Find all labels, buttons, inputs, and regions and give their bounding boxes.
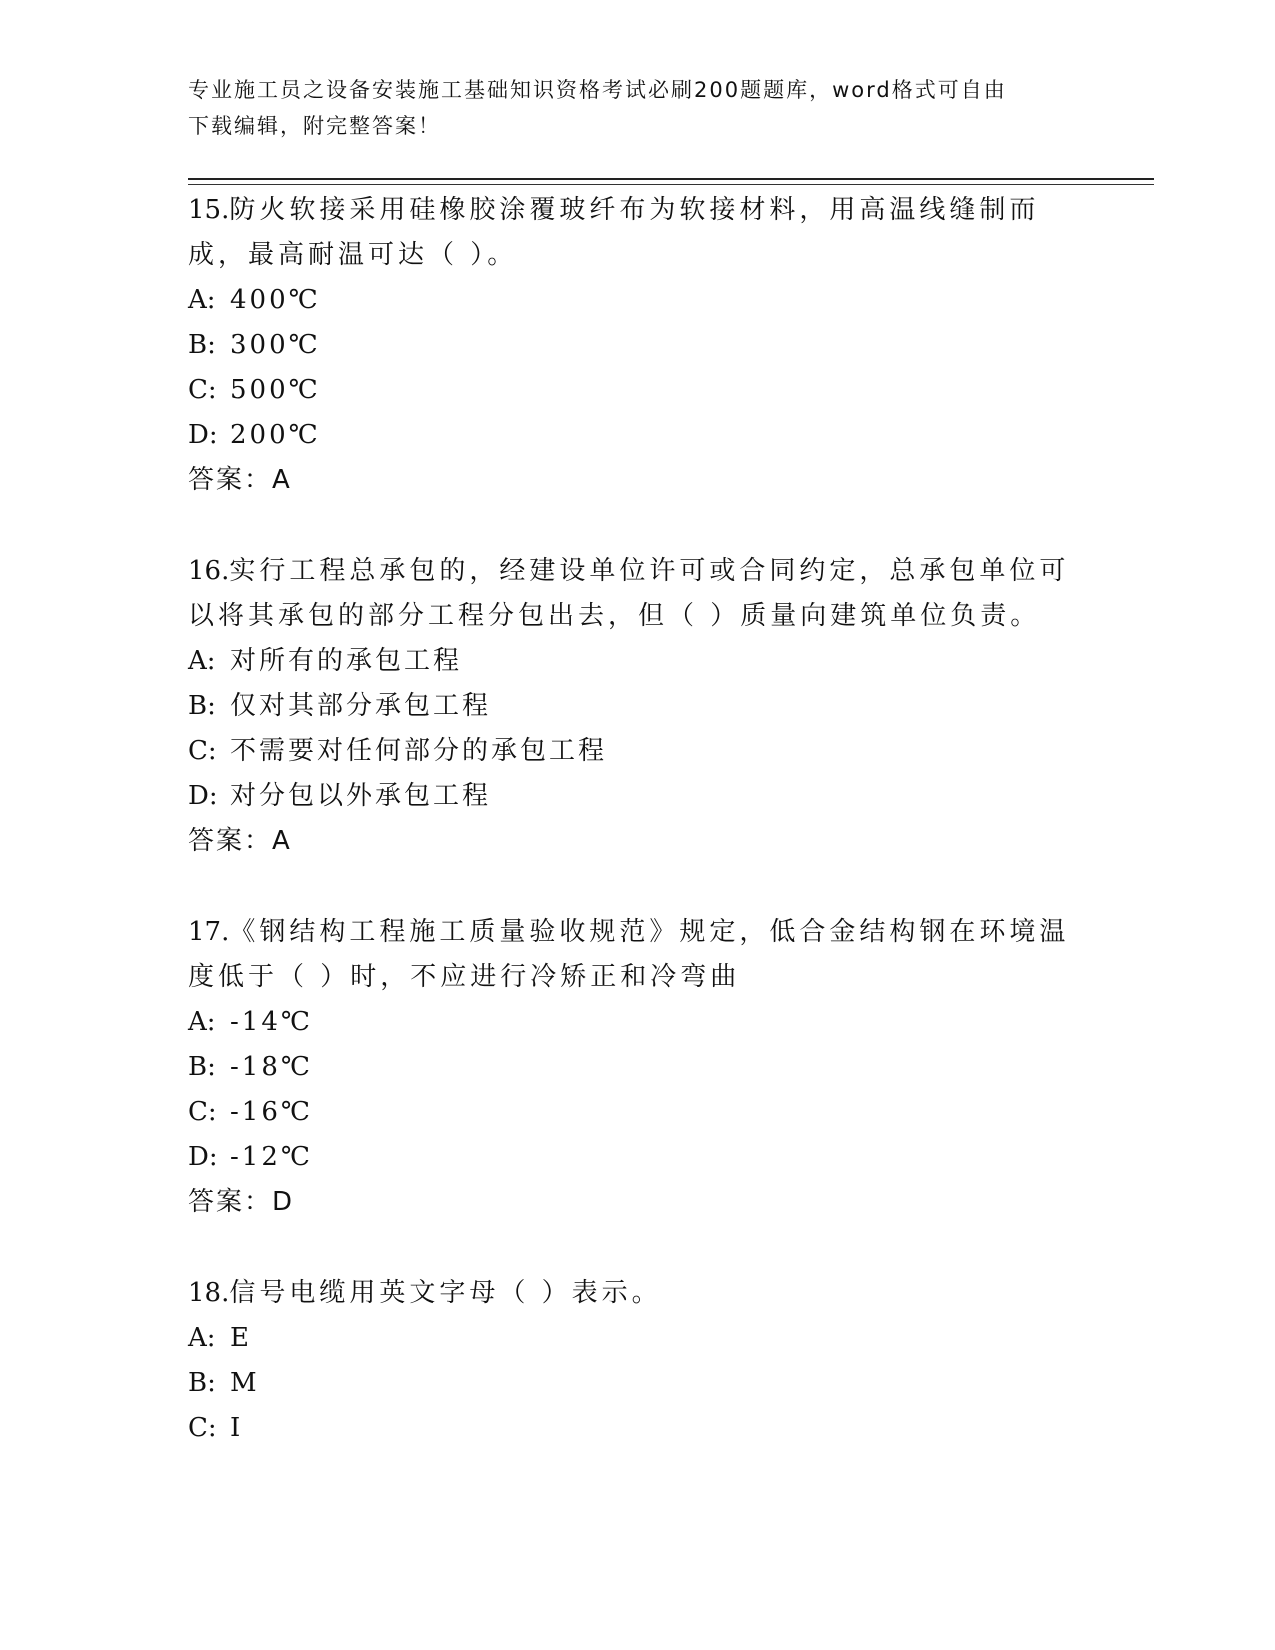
option-b <box>188 1361 1088 1406</box>
option-a <box>188 278 1088 323</box>
question-stem: 《钢结构工程施工质量验收规范》规定，低合金结构钢在环境温度低于（ ）时，不应进行冷矫正和冷弯曲 <box>188 917 1070 992</box>
option-text: -18℃ <box>230 1052 313 1082</box>
question-stem: 实行工程总承包的，经建设单位许可或合同约定，总承包单位可以将其承包的部分工程分包出去，但（ ）质量向建筑单位负责。 <box>188 556 1070 631</box>
option-letter: B: <box>188 330 216 360</box>
answer-line: 答案：A <box>188 465 292 495</box>
option-c <box>188 729 1088 774</box>
option-a <box>188 639 1088 684</box>
option-letter: D: <box>188 420 218 450</box>
option-c <box>188 1406 1088 1451</box>
answer-line: 答案：D <box>188 1187 295 1217</box>
option-a <box>188 1000 1088 1045</box>
answer-line: 答案：A <box>188 826 292 856</box>
option-text: 200℃ <box>230 420 321 450</box>
option-letter: C: <box>188 1097 217 1127</box>
question-text <box>188 188 1088 278</box>
question-17 <box>188 910 1088 1225</box>
option-text: 不需要对任何部分的承包工程 <box>230 736 608 766</box>
option-d <box>188 413 1088 458</box>
option-b <box>188 1045 1088 1090</box>
option-letter: A: <box>188 285 216 315</box>
option-text: 仅对其部分承包工程 <box>230 691 492 721</box>
option-letter: A: <box>188 1007 216 1037</box>
question-text <box>188 549 1088 639</box>
question-18 <box>188 1271 1088 1451</box>
question-text <box>188 1271 1088 1316</box>
header-line-2: 下载编辑，附完整答案！ <box>188 114 441 138</box>
option-text: M <box>230 1368 260 1398</box>
option-letter: C: <box>188 1413 217 1443</box>
option-text: 500℃ <box>230 375 321 405</box>
question-stem: 信号电缆用英文字母（ ）表示。 <box>229 1278 662 1308</box>
option-text: 400℃ <box>230 285 321 315</box>
option-letter: D: <box>188 1142 218 1172</box>
option-c <box>188 368 1088 413</box>
question-number: 16. <box>188 556 230 586</box>
question-number: 17. <box>188 917 230 947</box>
option-text: 对所有的承包工程 <box>230 646 463 676</box>
question-15 <box>188 188 1088 503</box>
option-letter: A: <box>188 646 216 676</box>
question-stem: 防火软接采用硅橡胶涂覆玻纤布为软接材料，用高温线缝制而成，最高耐温可达（ ）。 <box>188 195 1040 270</box>
option-text: I <box>230 1413 244 1443</box>
option-c <box>188 1090 1088 1135</box>
question-number: 15. <box>188 195 230 225</box>
document-header <box>188 72 1088 144</box>
option-letter: C: <box>188 375 217 405</box>
header-line-1: 专业施工员之设备安装施工基础知识资格考试必刷200题题库，word格式可自由 <box>188 78 1007 102</box>
option-text: -12℃ <box>230 1142 313 1172</box>
option-d <box>188 774 1088 819</box>
question-16 <box>188 549 1088 864</box>
option-letter: B: <box>188 1052 216 1082</box>
option-b <box>188 323 1088 368</box>
option-text: -16℃ <box>230 1097 313 1127</box>
option-b <box>188 684 1088 729</box>
header-divider-thick <box>188 178 1154 180</box>
option-text: -14℃ <box>230 1007 313 1037</box>
option-letter: C: <box>188 736 217 766</box>
header-divider-thin <box>188 184 1154 185</box>
option-text: 300℃ <box>230 330 321 360</box>
option-a <box>188 1316 1088 1361</box>
option-text: E <box>230 1323 252 1353</box>
option-letter: D: <box>188 781 218 811</box>
option-text: 对分包以外承包工程 <box>230 781 492 811</box>
question-number: 18. <box>188 1278 230 1308</box>
question-text <box>188 910 1088 1000</box>
option-letter: B: <box>188 1368 216 1398</box>
question-list <box>188 188 1088 1497</box>
option-d <box>188 1135 1088 1180</box>
option-letter: A: <box>188 1323 216 1353</box>
option-letter: B: <box>188 691 216 721</box>
